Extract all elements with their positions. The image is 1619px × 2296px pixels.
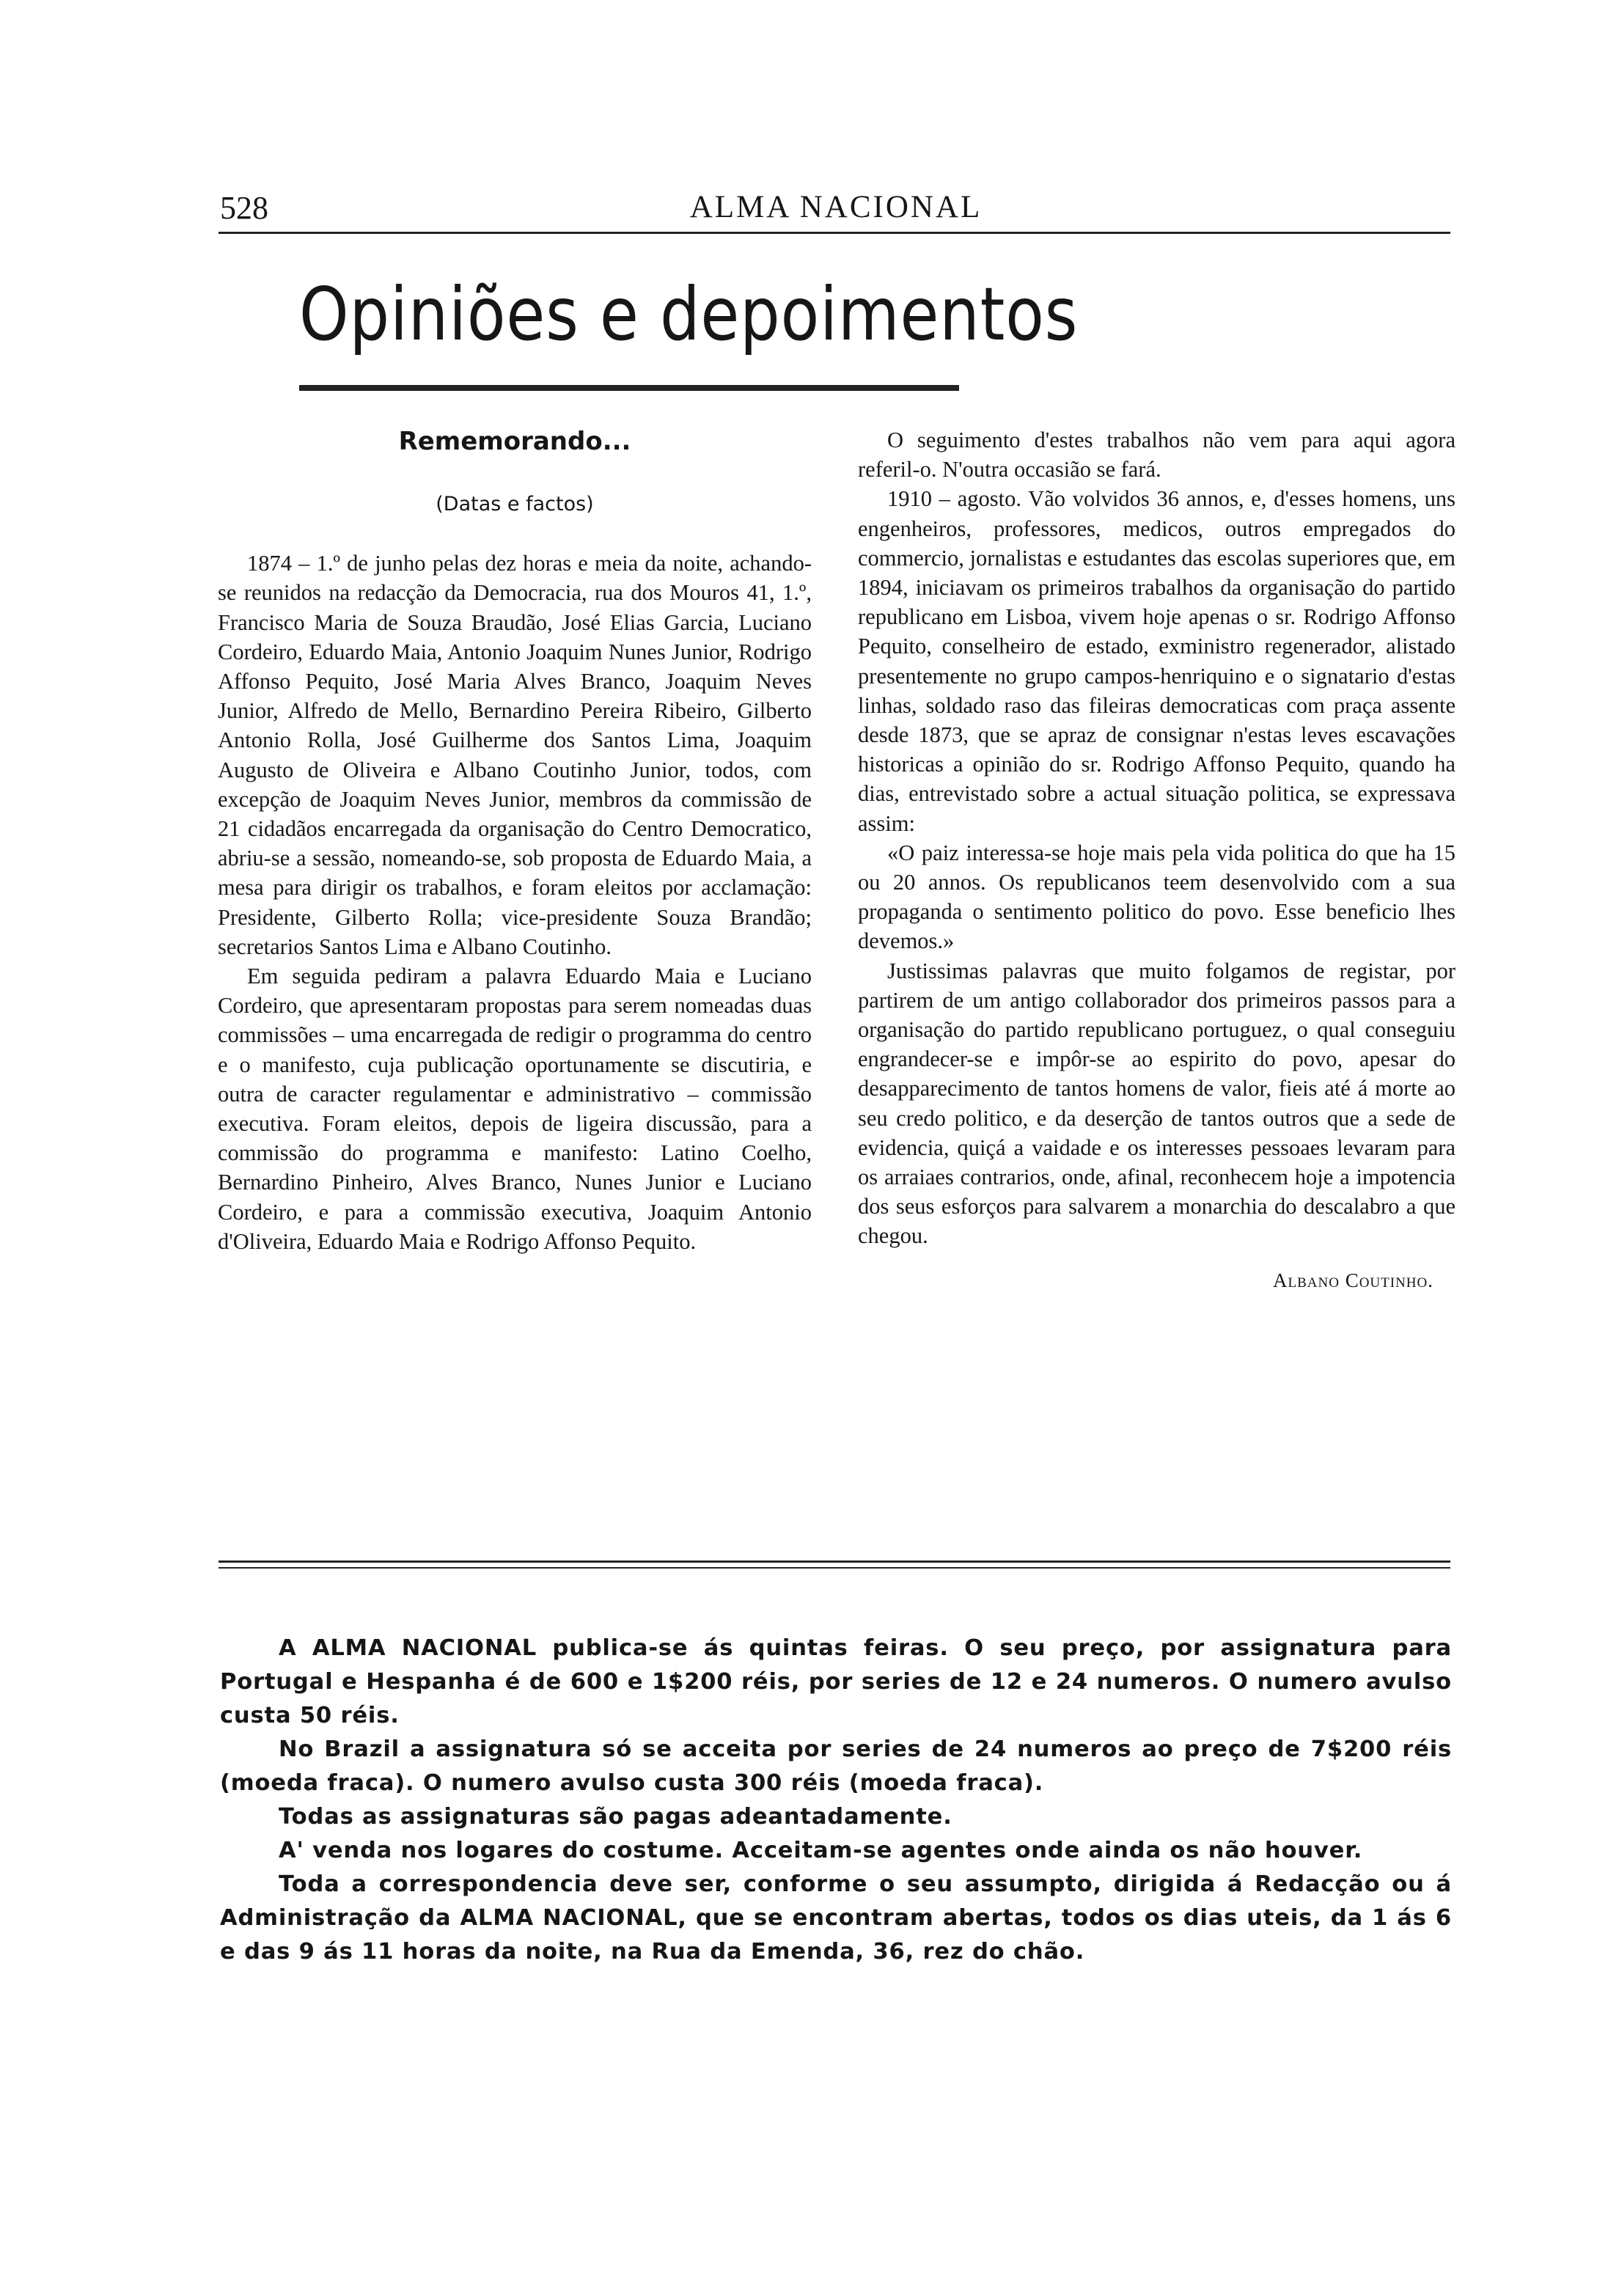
running-title: ALMA NACIONAL bbox=[689, 190, 983, 224]
paragraph: 1874 – 1.º de junho pelas dez horas e meia da noite, achando-se reunidos na redacção da Democracia, rua dos Mouros 41, 1.º, Francisco Maria de Souza Braudão, José Elias Garcia, Luciano Cordeiro, Eduardo Maia, Antonio Joaquim Nunes Junior, Rodrigo Affonso Pequito, José Maria Alves Branco, Joaquim Neves Junior, Alfredo de Mello, Bernardino Pereira Ribeiro, Gilberto Antonio Rolla, José Guilherme dos Santos Lima, Joaquim Augusto de Oliveira e Albano Coutinho Junior, todos, com excepção de Joaquim Neves Junior, membros da commissão de 21 cidadãos encarregada da organisação do Centro Democratico, abriu-se a sessão, nomeando-se, sob proposta de Eduardo Maia, a mesa para dirigir os trabalhos, e foram eleitos por acclamação: Presidente, Gilberto Rolla; vice-presidente Souza Brandão; secretarios Santos Lima e Albano Coutinho. bbox=[218, 551, 812, 959]
signature: Albano Coutinho. bbox=[1273, 1269, 1433, 1291]
paragraph: Justissimas palavras que muito folgamos de registar, por partirem de um antigo collaborador dos primeiros passos para a organisação do partido republicano portuguez, o qual conseguiu engrandecer-se e impôr-se ao espirito do povo, apesar do desapparecimento de tantos homens de valor, fieis até á morte ao seu credo politico, e da deserção de tantos outros que a sede de evidencia, quiçá a vaidade e os interesses pessoaes levaram para os arraiaes contrarios, onde, afinal, reconhecem hoje a impotencia dos seus esforços para salvarem a monarchia do descalabro a que chegou. bbox=[858, 958, 1455, 1249]
subscription-notice bbox=[220, 1632, 1452, 1969]
left-column bbox=[218, 425, 812, 1256]
page-header bbox=[220, 189, 1452, 233]
paragraph: O seguimento d'estes trabalhos não vem para aqui agora referil-o. N'outra occasião se fará. bbox=[858, 428, 1455, 483]
quotation: «O paiz interessa-se hoje mais pela vida politica do que ha 15 ou 20 annos. Os republicanos teem desenvolvido com a sua propaganda o sentimento politico do povo. Esse beneficio lhes devemos.» bbox=[858, 840, 1455, 954]
paragraph: 1910 – agosto. Vão volvidos 36 annos, e, d'esses homens, uns engenheiros, professores, medicos, outros empregados do commercio, jornalistas e estudantes das escolas superiores que, em 1894, iniciavam os primeiros trabalhos da organisação do partido republicano em Lisboa, vivem hoje apenas o sr. Rodrigo Affonso Pequito, conselheiro de estado, exministro regenerador, alistado presentemente no grupo campos-henriquino e o signatario d'estas linhas, soldado raso das fileiras democraticas com praça assente desde 1873, que se apraz de consignar n'estas leves escavações historicas a opinião do sr. Rodrigo Affonso Pequito, quando ha dias, entrevistado sobre a actual situação politica, se expressava assim: bbox=[858, 486, 1455, 836]
article-subtitle: (Datas e factos) bbox=[436, 493, 594, 516]
page-number: 528 bbox=[220, 190, 268, 226]
right-column bbox=[858, 425, 1455, 1295]
divider-rule bbox=[219, 1567, 1450, 1569]
notice-paragraph: Todas as assignaturas são pagas adeantadamente. bbox=[279, 1804, 952, 1830]
notice-paragraph: Toda a correspondencia deve ser, conforme o seu assumpto, dirigida á Redacção ou á Administração da ALMA NACIONAL, que se encontram abertas, todos os dias uteis, da 1 ás 6 e das 9 ás 11 horas da noite, na Rua da Emenda, 36, rez do chão. bbox=[220, 1871, 1452, 1965]
notice-paragraph: A' venda nos logares do costume. Acceitam-se agentes onde ainda os não houver. bbox=[279, 1838, 1363, 1863]
notice-paragraph: No Brazil a assignatura só se acceita por series de 24 numeros ao preço de 7$200 réis (moeda fraca). O numero avulso custa 300 réis (moeda fraca). bbox=[220, 1736, 1452, 1796]
section-title: Opiniões e depoimentos bbox=[299, 271, 1079, 357]
header-rule bbox=[219, 232, 1450, 234]
title-rule bbox=[299, 385, 959, 391]
divider-rule bbox=[219, 1560, 1450, 1563]
article-title: Rememorando... bbox=[398, 427, 631, 456]
paragraph: Em seguida pediram a palavra Eduardo Maia e Luciano Cordeiro, que apresentaram propostas para serem nomeadas duas commissões – uma encarregada de redigir o programma do centro e o manifesto, cuja publicação oportunamente se discutiria, e outra de caracter regulamentar e administrativo – commissão executiva. Foram eleitos, depois de ligeira discussão, para a commissão do programma e manifesto: Latino Coelho, Bernardino Pinheiro, Alves Branco, Nunes Junior e Luciano Cordeiro, e para a commissão executiva, Joaquim Antonio d'Oliveira, Eduardo Maia e Rodrigo Affonso Pequito. bbox=[218, 964, 812, 1254]
notice-paragraph: A ALMA NACIONAL publica-se ás quintas feiras. O seu preço, por assignatura para Portugal e Hespanha é de 600 e 1$200 réis, por series de 12 e 24 numeros. O numero avulso custa 50 réis. bbox=[220, 1635, 1452, 1728]
